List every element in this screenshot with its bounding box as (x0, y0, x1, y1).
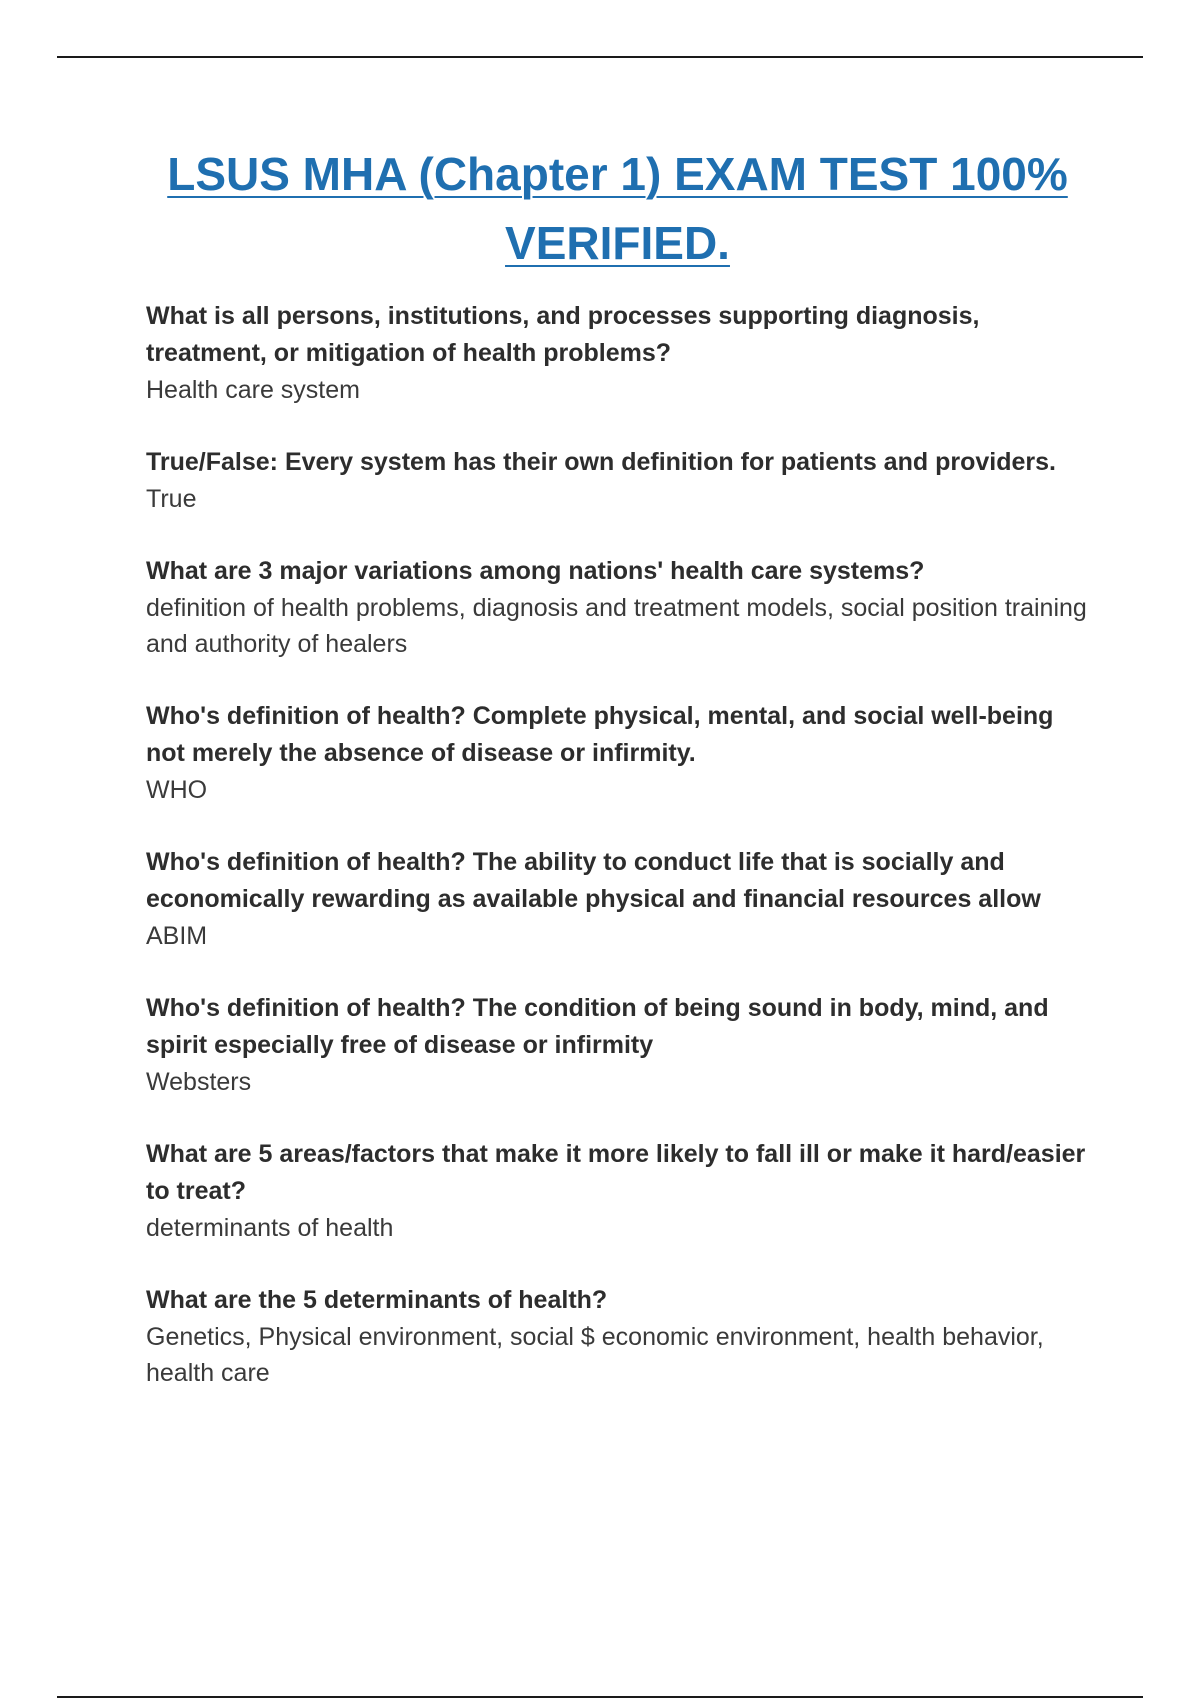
qa-item (146, 844, 1091, 954)
question-text: Who's definition of health? The condition of being sound in body, mind, and spirit especially free of disease or infirmity (146, 994, 1049, 1059)
question-text: What are the 5 determinants of health? (146, 1286, 608, 1314)
bottom-rule (57, 1696, 1143, 1698)
top-rule (57, 56, 1143, 58)
qa-item (146, 1136, 1091, 1246)
document-title: LSUS MHA (Chapter 1) EXAM TEST 100% VERIFIED. (167, 148, 1068, 269)
qa-item (146, 990, 1091, 1100)
answer-text: Health care system (146, 376, 360, 404)
question-text: Who's definition of health? Complete physical, mental, and social well-being not merely the absence of disease or infirmity. (146, 702, 1054, 767)
qa-item (146, 444, 1091, 517)
qa-list (146, 298, 1091, 1427)
qa-item (146, 553, 1091, 662)
question-text: What is all persons, institutions, and processes supporting diagnosis, treatment, or mitigation of health problems? (146, 302, 980, 367)
answer-text: True (146, 485, 197, 513)
qa-item (146, 698, 1091, 808)
answer-text: Genetics, Physical environment, social $ economic environment, health behavior, health care (146, 1323, 1044, 1387)
question-text: What are 5 areas/factors that make it more likely to fall ill or make it hard/easier to treat? (146, 1140, 1086, 1205)
title-block (145, 140, 1090, 278)
answer-text: determinants of health (146, 1214, 394, 1242)
question-text: True/False: Every system has their own definition for patients and providers. (146, 448, 1056, 476)
answer-text: definition of health problems, diagnosis and treatment models, social position training and authority of healers (146, 594, 1087, 658)
answer-text: Websters (146, 1068, 252, 1096)
question-text: What are 3 major variations among nations' health care systems? (146, 557, 925, 585)
answer-text: ABIM (146, 922, 208, 950)
qa-item (146, 298, 1091, 408)
qa-item (146, 1282, 1091, 1391)
answer-text: WHO (146, 776, 208, 804)
question-text: Who's definition of health? The ability to conduct life that is socially and economically rewarding as available physical and financial resources allow (146, 848, 1041, 913)
